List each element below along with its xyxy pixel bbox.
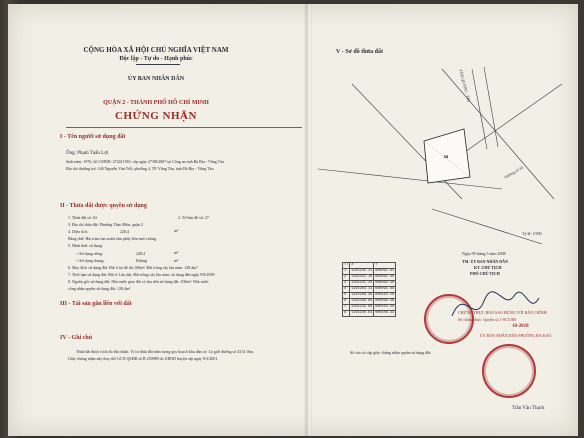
coordinate-cell: 606081.60: [375, 275, 395, 279]
section4-heading: IV - Ghi chú: [60, 335, 93, 341]
certificate-sheet: [8, 4, 578, 436]
coordinate-cell: 1195264.11: [351, 287, 373, 291]
coordinate-row: [343, 299, 396, 305]
coordinate-header-cell: Y: [374, 263, 396, 269]
coordinate-cell: 2: [343, 275, 350, 281]
registry-line: Số vào sổ cấp giấy chứng nhận quyền sử dụng đất:: [350, 350, 432, 355]
coordinate-row: [343, 311, 396, 317]
signatory-role: KT. CHỦ TỊCH: [474, 265, 502, 270]
motto-underline: [136, 64, 180, 65]
section3-heading: III - Tài sản gắn liền với đất: [60, 301, 132, 307]
land-origin-line2: công nhận quyền sử dụng đất: 128,4m²: [68, 286, 131, 291]
boundary-line-c: [318, 169, 502, 189]
section1-heading: I - Tên người sử dụng đất: [60, 134, 126, 140]
coordinate-cell: 4: [343, 287, 350, 293]
coordinate-row: [343, 269, 396, 275]
boundary-line-e: [432, 209, 542, 244]
area-value: 228,4: [120, 229, 129, 234]
handwritten-signature: [444, 276, 544, 336]
coordinate-cell: 1195268.66: [351, 299, 373, 303]
section2-heading: II - Thửa đất được quyền sử dụng: [60, 203, 147, 209]
road-edge-left: [472, 69, 487, 149]
land-purpose: 6. Mục đích sử dụng đất: Đất ở tại đô thị 100m²; Đất trồng cây lâu năm: 128,4m²: [68, 265, 198, 270]
copy-certification-stamp: CHỨNG THỰC BẢN SAO ĐÚNG VỚI BẢN CHÍNH: [458, 310, 547, 315]
note-line2: Giấy chứng nhận này thay thế GCN QSDĐ số B 250989 do UBND huyện cấp ngày 8/3/2001.: [68, 356, 219, 361]
district-line: QUẬN 2 - THÀNH PHỐ HỒ CHÍ MINH: [103, 100, 209, 106]
area-in-words: Bằng chữ: Hai trăm hai mươi tám phẩy bốn mét vuông.: [68, 236, 157, 241]
road-edge-right: [484, 67, 498, 147]
coordinate-cell: 606104.40: [375, 305, 395, 309]
area-label: 4. Diện tích:: [68, 229, 88, 234]
road-label-b: Đường số 43: [503, 164, 524, 180]
motto: Độc lập - Tự do - Hạnh phúc: [119, 56, 193, 62]
map-sheet-number: 2. Tờ bản đồ số: 27: [178, 215, 209, 220]
issue-date: Ngày 09 tháng 5 năm 2008: [462, 251, 506, 256]
signatory-org: TM. ỦY BAN NHÂN DÂN: [462, 259, 508, 264]
coordinate-table: [342, 262, 396, 317]
coordinate-row: [343, 281, 396, 287]
use-form-label: 5. Hình thức sử dụng:: [68, 243, 103, 248]
page-fold: [304, 4, 312, 436]
note-line1: Thửa đất được trích đo địa chính. Vị trí thửa đất nằm trong quy hoạch khu dân cư. Lộ giới đường số 43 là 16m.: [76, 349, 255, 354]
coordinate-cell: 606091.91: [375, 269, 395, 273]
coordinate-row: [343, 275, 396, 281]
coordinate-row: [343, 287, 396, 293]
copy-certification-number: Số chứng thực: Quyển số 1-SCT/BS: [458, 317, 517, 322]
coordinate-cell: 606098.46: [375, 299, 395, 303]
coordinate-row: [343, 293, 396, 299]
coordinate-cell: 8: [343, 311, 350, 317]
coordinate-cell: 1: [343, 269, 350, 275]
map-scale: Tỷ lệ: 1/500: [522, 231, 542, 236]
copy-certification-date: 10-2018: [512, 324, 529, 329]
coordinate-cell: 6: [343, 299, 350, 305]
left-page: [8, 4, 304, 436]
private-use-label: + Sử dụng riêng:: [76, 251, 103, 256]
owner-address-line: Địa chỉ thường trú: 146 Nguyễn Văn Trỗi, phường 4, TP. Vũng Tàu, tỉnh Bà Rịa - Vũng Tàu: [66, 166, 214, 171]
land-term: 7. Thời hạn sử dụng đất: Đất ở: Lâu dài; Đất trồng cây lâu năm: sử dụng đến ngày 9/8/2058: [68, 272, 215, 277]
right-page: [312, 4, 578, 436]
area-unit: m²: [174, 228, 179, 233]
parcel-address: 3. Địa chỉ thửa đất: Phường Thảo Điền, quận 2: [68, 222, 143, 227]
certificate-title: CHỨNG NHẬN: [115, 110, 197, 122]
coordinate-cell: 7: [343, 305, 350, 311]
coordinate-cell: 1195245.11: [351, 269, 373, 273]
coordinate-cell: 1195266.39: [351, 293, 373, 297]
owner-id-line: Sinh năm: 1976, Số CMND: 273411383, cấp ngày 27/08/2007 tại Công an tỉnh Bà Rịa - Vũng Tàu: [66, 159, 225, 164]
signer-name: Trần Văn Thạch: [512, 406, 545, 411]
section5-heading: V - Sơ đồ thửa đất: [336, 49, 383, 55]
copy-ward: ỦY BAN NHÂN DÂN PHƯỜNG ĐA KAO: [480, 333, 552, 338]
official-seal-lower: [482, 344, 536, 398]
coordinate-cell: 606082.40: [375, 281, 395, 285]
parcel-number-label: 63: [444, 154, 448, 159]
signatory-title: PHÓ CHỦ TỊCH: [470, 271, 500, 276]
coordinate-cell: 606108.33: [375, 311, 395, 315]
coordinate-row: [343, 305, 396, 311]
road-label-a: TÂN QUANG - TRỊ: [458, 68, 472, 103]
coordinate-cell: 1195251.16: [351, 275, 373, 279]
land-origin-line1: 8. Nguồn gốc sử dụng đất: Nhà nước giao đất có thu tiền sử dụng đất: 100m²; Nhà nước: [68, 279, 209, 284]
coordinate-header-cell: TT: [344, 263, 349, 267]
shared-use-unit: m²: [174, 258, 179, 263]
committee-title: ỦY BAN NHÂN DÂN: [127, 76, 185, 82]
coordinate-header-cell: X: [350, 263, 374, 269]
shared-use-value: Không: [136, 258, 147, 263]
coordinate-cell: 3: [343, 281, 350, 287]
owner-name: Ông: Phạm Tuấn Lợi: [66, 151, 109, 156]
parcel-diagram: [312, 59, 578, 244]
coordinate-cell: 606104.19: [375, 293, 395, 297]
shared-use-label: + Sử dụng chung:: [76, 258, 105, 263]
private-use-unit: m²: [174, 250, 179, 255]
coordinate-cell: 1195241.25: [351, 281, 373, 285]
coordinate-cell: 1195240.61: [351, 311, 373, 315]
republic-title: CỘNG HÒA XÃ HỘI CHỦ NGHĨA VIỆT NAM: [83, 46, 229, 54]
coordinate-cell: 606091.69: [375, 287, 395, 291]
coordinate-cell: 1195232.66: [351, 305, 373, 309]
parcel-number: 1. Thửa đất số: 63: [68, 215, 97, 220]
private-use-value: 228,4: [136, 251, 145, 256]
coordinate-cell: 5: [343, 293, 350, 299]
title-rule: [66, 127, 302, 128]
